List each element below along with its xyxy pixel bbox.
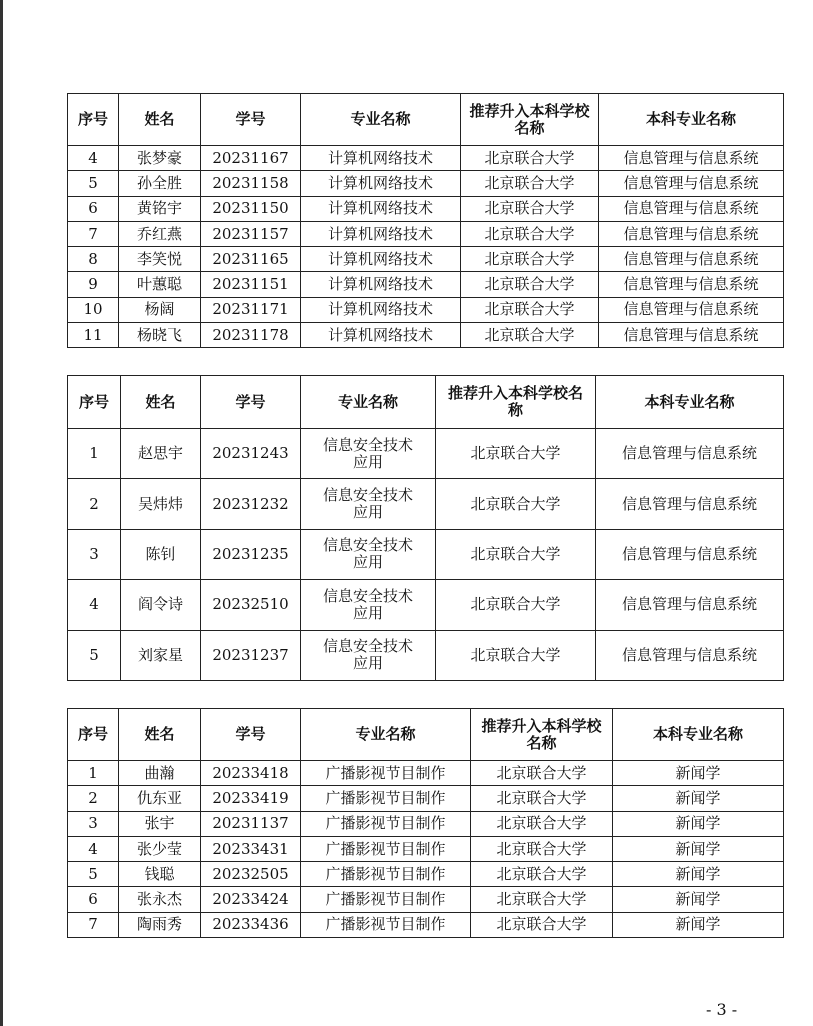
column-header-index: 序号 [68, 709, 119, 761]
cell-major: 计算机网络技术 [301, 221, 461, 246]
cell-undergrad-major: 信息管理与信息系统 [599, 196, 784, 221]
column-header-major: 专业名称 [301, 376, 436, 429]
cell-undergrad-major: 信息管理与信息系统 [599, 323, 784, 348]
cell-target-university: 北京联合大学 [436, 529, 596, 579]
cell-major: 信息安全技术应用 [301, 580, 436, 630]
cell-name: 孙全胜 [119, 171, 201, 196]
table-row [68, 146, 784, 171]
cell-name: 仇东亚 [119, 786, 201, 811]
scan-edge [0, 0, 3, 1026]
cell-major: 信息安全技术应用 [301, 429, 436, 479]
cell-name: 杨阔 [119, 297, 201, 322]
cell-index: 8 [68, 247, 119, 272]
cell-student-id: 20233424 [201, 887, 301, 912]
header-row [68, 94, 784, 146]
table-computer-network [67, 93, 784, 348]
cell-index: 11 [68, 323, 119, 348]
cell-index: 7 [68, 221, 119, 246]
cell-student-id: 20233418 [201, 761, 301, 786]
table-row [68, 479, 784, 529]
cell-student-id: 20233419 [201, 786, 301, 811]
cell-name: 杨晓飞 [119, 323, 201, 348]
table-row [68, 630, 784, 680]
cell-undergrad-major: 新闻学 [613, 836, 784, 861]
cell-index: 4 [68, 580, 121, 630]
table-row [68, 171, 784, 196]
column-header-index: 序号 [68, 376, 121, 429]
column-header-undergrad-major: 本科专业名称 [599, 94, 784, 146]
cell-index: 1 [68, 429, 121, 479]
cell-index: 3 [68, 811, 119, 836]
column-header-student-id: 学号 [201, 376, 301, 429]
cell-major: 信息安全技术应用 [301, 630, 436, 680]
cell-major: 计算机网络技术 [301, 272, 461, 297]
cell-student-id: 20233436 [201, 912, 301, 937]
table-row [68, 196, 784, 221]
cell-target-university: 北京联合大学 [436, 580, 596, 630]
table-row [68, 529, 784, 579]
table-row [68, 887, 784, 912]
column-header-student-id: 学号 [201, 94, 301, 146]
cell-undergrad-major: 信息管理与信息系统 [599, 221, 784, 246]
cell-student-id: 20232510 [201, 580, 301, 630]
cell-target-university: 北京联合大学 [461, 297, 599, 322]
cell-target-university: 北京联合大学 [436, 479, 596, 529]
cell-undergrad-major: 信息管理与信息系统 [596, 479, 784, 529]
cell-undergrad-major: 信息管理与信息系统 [596, 580, 784, 630]
table-row [68, 811, 784, 836]
cell-student-id: 20232505 [201, 862, 301, 887]
cell-student-id: 20231158 [201, 171, 301, 196]
cell-major: 广播影视节目制作 [301, 786, 471, 811]
cell-index: 5 [68, 630, 121, 680]
cell-undergrad-major: 新闻学 [613, 786, 784, 811]
cell-index: 2 [68, 786, 119, 811]
table-information-security [67, 375, 784, 681]
cell-major: 计算机网络技术 [301, 323, 461, 348]
column-header-undergrad-major: 本科专业名称 [613, 709, 784, 761]
column-header-name: 姓名 [119, 94, 201, 146]
cell-major: 计算机网络技术 [301, 247, 461, 272]
cell-index: 6 [68, 887, 119, 912]
table-row [68, 272, 784, 297]
cell-student-id: 20231232 [201, 479, 301, 529]
cell-name: 陶雨秀 [119, 912, 201, 937]
cell-major: 信息安全技术应用 [301, 479, 436, 529]
cell-name: 张宇 [119, 811, 201, 836]
cell-name: 吴炜炜 [121, 479, 201, 529]
cell-name: 曲瀚 [119, 761, 201, 786]
cell-student-id: 20231167 [201, 146, 301, 171]
cell-index: 9 [68, 272, 119, 297]
column-header-target-university: 推荐升入本科学校名称 [461, 94, 599, 146]
table-row [68, 862, 784, 887]
column-header-undergrad-major: 本科专业名称 [596, 376, 784, 429]
cell-student-id: 20231178 [201, 323, 301, 348]
cell-student-id: 20231243 [201, 429, 301, 479]
cell-student-id: 20231157 [201, 221, 301, 246]
table-row [68, 912, 784, 937]
cell-major: 计算机网络技术 [301, 171, 461, 196]
cell-major: 广播影视节目制作 [301, 811, 471, 836]
page-number: - 3 - [706, 1000, 738, 1019]
cell-name: 张少莹 [119, 836, 201, 861]
cell-target-university: 北京联合大学 [461, 146, 599, 171]
cell-undergrad-major: 信息管理与信息系统 [599, 171, 784, 196]
cell-student-id: 20231151 [201, 272, 301, 297]
header-row [68, 376, 784, 429]
cell-index: 10 [68, 297, 119, 322]
cell-index: 6 [68, 196, 119, 221]
cell-index: 3 [68, 529, 121, 579]
cell-student-id: 20231137 [201, 811, 301, 836]
cell-major: 信息安全技术应用 [301, 529, 436, 579]
table-row [68, 323, 784, 348]
cell-student-id: 20231235 [201, 529, 301, 579]
cell-index: 5 [68, 171, 119, 196]
cell-index: 4 [68, 836, 119, 861]
cell-undergrad-major: 信息管理与信息系统 [599, 297, 784, 322]
cell-target-university: 北京联合大学 [461, 247, 599, 272]
cell-major: 广播影视节目制作 [301, 862, 471, 887]
cell-undergrad-major: 信息管理与信息系统 [599, 272, 784, 297]
cell-index: 4 [68, 146, 119, 171]
cell-name: 钱聪 [119, 862, 201, 887]
cell-name: 刘家星 [121, 630, 201, 680]
cell-undergrad-major: 信息管理与信息系统 [599, 146, 784, 171]
cell-target-university: 北京联合大学 [471, 862, 613, 887]
cell-index: 5 [68, 862, 119, 887]
cell-student-id: 20231150 [201, 196, 301, 221]
cell-name: 乔红燕 [119, 221, 201, 246]
column-header-major: 专业名称 [301, 94, 461, 146]
cell-name: 陈钊 [121, 529, 201, 579]
cell-target-university: 北京联合大学 [471, 786, 613, 811]
column-header-index: 序号 [68, 94, 119, 146]
cell-student-id: 20233431 [201, 836, 301, 861]
cell-name: 李笑悦 [119, 247, 201, 272]
cell-target-university: 北京联合大学 [461, 196, 599, 221]
table-row [68, 297, 784, 322]
column-header-target-university: 推荐升入本科学校名称 [471, 709, 613, 761]
cell-undergrad-major: 新闻学 [613, 862, 784, 887]
cell-name: 黄铭宇 [119, 196, 201, 221]
column-header-target-university: 推荐升入本科学校名称 [436, 376, 596, 429]
cell-student-id: 20231165 [201, 247, 301, 272]
column-header-name: 姓名 [119, 709, 201, 761]
cell-undergrad-major: 信息管理与信息系统 [596, 630, 784, 680]
cell-undergrad-major: 信息管理与信息系统 [596, 529, 784, 579]
column-header-major: 专业名称 [301, 709, 471, 761]
cell-index: 7 [68, 912, 119, 937]
cell-target-university: 北京联合大学 [471, 887, 613, 912]
cell-target-university: 北京联合大学 [461, 171, 599, 196]
column-header-student-id: 学号 [201, 709, 301, 761]
cell-major: 计算机网络技术 [301, 146, 461, 171]
cell-undergrad-major: 新闻学 [613, 912, 784, 937]
cell-major: 广播影视节目制作 [301, 761, 471, 786]
column-header-name: 姓名 [121, 376, 201, 429]
cell-target-university: 北京联合大学 [461, 323, 599, 348]
cell-target-university: 北京联合大学 [471, 761, 613, 786]
cell-major: 广播影视节目制作 [301, 836, 471, 861]
cell-index: 2 [68, 479, 121, 529]
cell-name: 阎令诗 [121, 580, 201, 630]
cell-major: 广播影视节目制作 [301, 912, 471, 937]
cell-student-id: 20231171 [201, 297, 301, 322]
cell-target-university: 北京联合大学 [471, 912, 613, 937]
cell-target-university: 北京联合大学 [471, 836, 613, 861]
table-row [68, 429, 784, 479]
table-broadcast-production [67, 708, 784, 938]
cell-index: 1 [68, 761, 119, 786]
cell-major: 计算机网络技术 [301, 196, 461, 221]
table-row [68, 786, 784, 811]
cell-name: 叶蕙聪 [119, 272, 201, 297]
table-row [68, 836, 784, 861]
cell-name: 赵思宇 [121, 429, 201, 479]
table-row [68, 761, 784, 786]
cell-target-university: 北京联合大学 [471, 811, 613, 836]
table-row [68, 221, 784, 246]
cell-undergrad-major: 新闻学 [613, 811, 784, 836]
cell-target-university: 北京联合大学 [461, 272, 599, 297]
cell-undergrad-major: 信息管理与信息系统 [599, 247, 784, 272]
cell-undergrad-major: 新闻学 [613, 887, 784, 912]
cell-name: 张永杰 [119, 887, 201, 912]
table-row [68, 580, 784, 630]
cell-name: 张梦豪 [119, 146, 201, 171]
cell-undergrad-major: 新闻学 [613, 761, 784, 786]
cell-major: 广播影视节目制作 [301, 887, 471, 912]
cell-student-id: 20231237 [201, 630, 301, 680]
cell-target-university: 北京联合大学 [461, 221, 599, 246]
cell-target-university: 北京联合大学 [436, 429, 596, 479]
table-row [68, 247, 784, 272]
cell-undergrad-major: 信息管理与信息系统 [596, 429, 784, 479]
cell-major: 计算机网络技术 [301, 297, 461, 322]
header-row [68, 709, 784, 761]
cell-target-university: 北京联合大学 [436, 630, 596, 680]
